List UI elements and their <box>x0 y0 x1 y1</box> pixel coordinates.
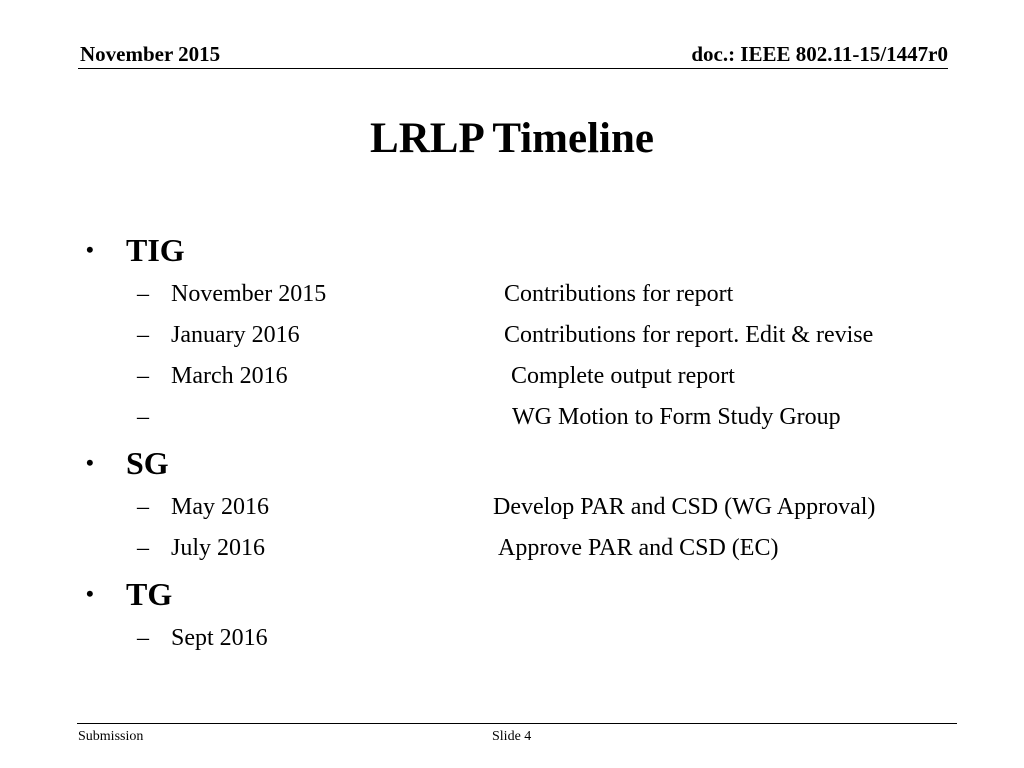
slide-title: LRLP Timeline <box>370 115 654 162</box>
footer-divider <box>77 723 957 724</box>
dash-icon: – <box>137 494 149 520</box>
footer-submission: Submission <box>78 729 144 744</box>
bullet-icon: • <box>86 581 94 606</box>
section-label: TIG <box>126 232 185 268</box>
bullet-icon: • <box>86 450 94 475</box>
timeline-date: March 2016 <box>171 363 288 389</box>
dash-icon: – <box>137 322 149 348</box>
section-label: SG <box>126 445 169 481</box>
timeline-description: Contributions for report. Edit & revise <box>504 322 874 348</box>
timeline-date: May 2016 <box>171 494 269 520</box>
header-date: November 2015 <box>80 42 221 66</box>
dash-icon: – <box>137 363 149 389</box>
timeline-date: January 2016 <box>171 322 300 348</box>
timeline-description: Develop PAR and CSD (WG Approval) <box>493 494 876 520</box>
section-label: TG <box>126 576 173 612</box>
dash-icon: – <box>137 281 149 307</box>
bullet-icon: • <box>86 237 94 262</box>
section-heading-sg <box>86 443 169 483</box>
timeline-description: Approve PAR and CSD (EC) <box>498 535 779 561</box>
footer-slide-number: Slide 4 <box>492 729 532 744</box>
timeline-description: Complete output report <box>511 363 735 389</box>
dash-icon: – <box>137 535 149 561</box>
dash-icon: – <box>137 625 149 651</box>
header-divider <box>78 68 948 69</box>
timeline-description: WG Motion to Form Study Group <box>512 404 841 430</box>
timeline-description: Contributions for report <box>504 281 734 307</box>
header-doc-id: doc.: IEEE 802.11-15/1447r0 <box>691 42 948 66</box>
section-heading-tig <box>86 230 185 270</box>
dash-icon: – <box>137 404 149 430</box>
section-heading-tg <box>86 574 172 614</box>
timeline-date: Sept 2016 <box>171 625 268 651</box>
timeline-date: July 2016 <box>171 535 266 561</box>
timeline-date: November 2015 <box>171 281 327 307</box>
